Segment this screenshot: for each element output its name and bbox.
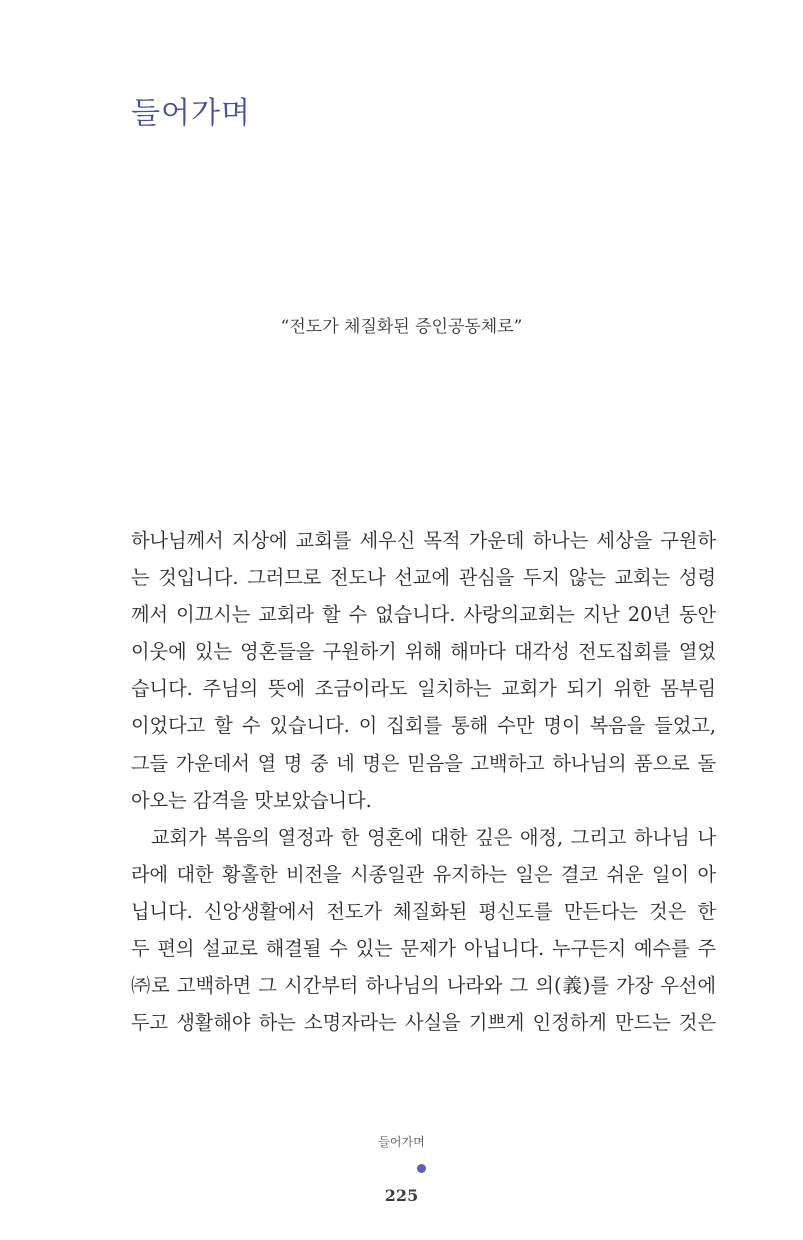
body-line: 이었다고 할 수 있습니다. 이 집회를 통해 수만 명이 복음을 들었고, bbox=[131, 714, 716, 738]
body-line: 하나님께서 지상에 교회를 세우신 목적 가운데 하나는 세상을 구원하 bbox=[131, 529, 716, 552]
page-number: 225 bbox=[384, 1186, 419, 1205]
body-line: 께서 이끄시는 교회라 할 수 없습니다. 사랑의교회는 지난 20년 동안 bbox=[131, 603, 716, 627]
body-line: 교회가 복음의 열정과 한 영혼에 대한 깊은 애정, 그리고 하나님 나 bbox=[151, 825, 716, 849]
body-line: 습니다. 주님의 뜻에 조금이라도 일치하는 교회가 되기 위한 몸부림 bbox=[131, 677, 716, 701]
body-line: 두고 생활해야 하는 소명자라는 사실을 기쁘게 인정하게 만드는 것은 bbox=[131, 1011, 716, 1035]
running-footer-title: 들어가며 bbox=[378, 1135, 425, 1149]
epigraph: “전도가 체질화된 증인공동체로” bbox=[280, 317, 523, 337]
body-line: 이웃에 있는 영혼들을 구원하기 위해 해마다 대각성 전도집회를 열었 bbox=[131, 640, 716, 664]
body-line: 닙니다. 신앙생활에서 전도가 체질화된 평신도를 만든다는 것은 한 bbox=[131, 899, 716, 923]
chapter-title: 들어가며 bbox=[131, 96, 251, 131]
body-line: ㈜로 고백하면 그 시간부터 하나님의 나라와 그 의(義)를 가장 우선에 bbox=[131, 974, 716, 998]
footer-dot-icon bbox=[417, 1164, 426, 1173]
body-text bbox=[131, 522, 716, 1041]
body-line: 아오는 감격을 맛보았습니다. bbox=[131, 788, 372, 812]
body-line: 라에 대한 황홀한 비전을 시종일관 유지하는 일은 결코 쉬운 일이 아 bbox=[131, 862, 716, 886]
body-line: 그들 가운데서 열 명 중 네 명은 믿음을 고백하고 하나님의 품으로 돌 bbox=[131, 751, 716, 775]
body-line: 는 것입니다. 그러므로 전도나 선교에 관심을 두지 않는 교회는 성령 bbox=[131, 566, 716, 590]
body-line: 두 편의 설교로 해결될 수 있는 문제가 아닙니다. 누구든지 예수를 주 bbox=[131, 937, 716, 961]
